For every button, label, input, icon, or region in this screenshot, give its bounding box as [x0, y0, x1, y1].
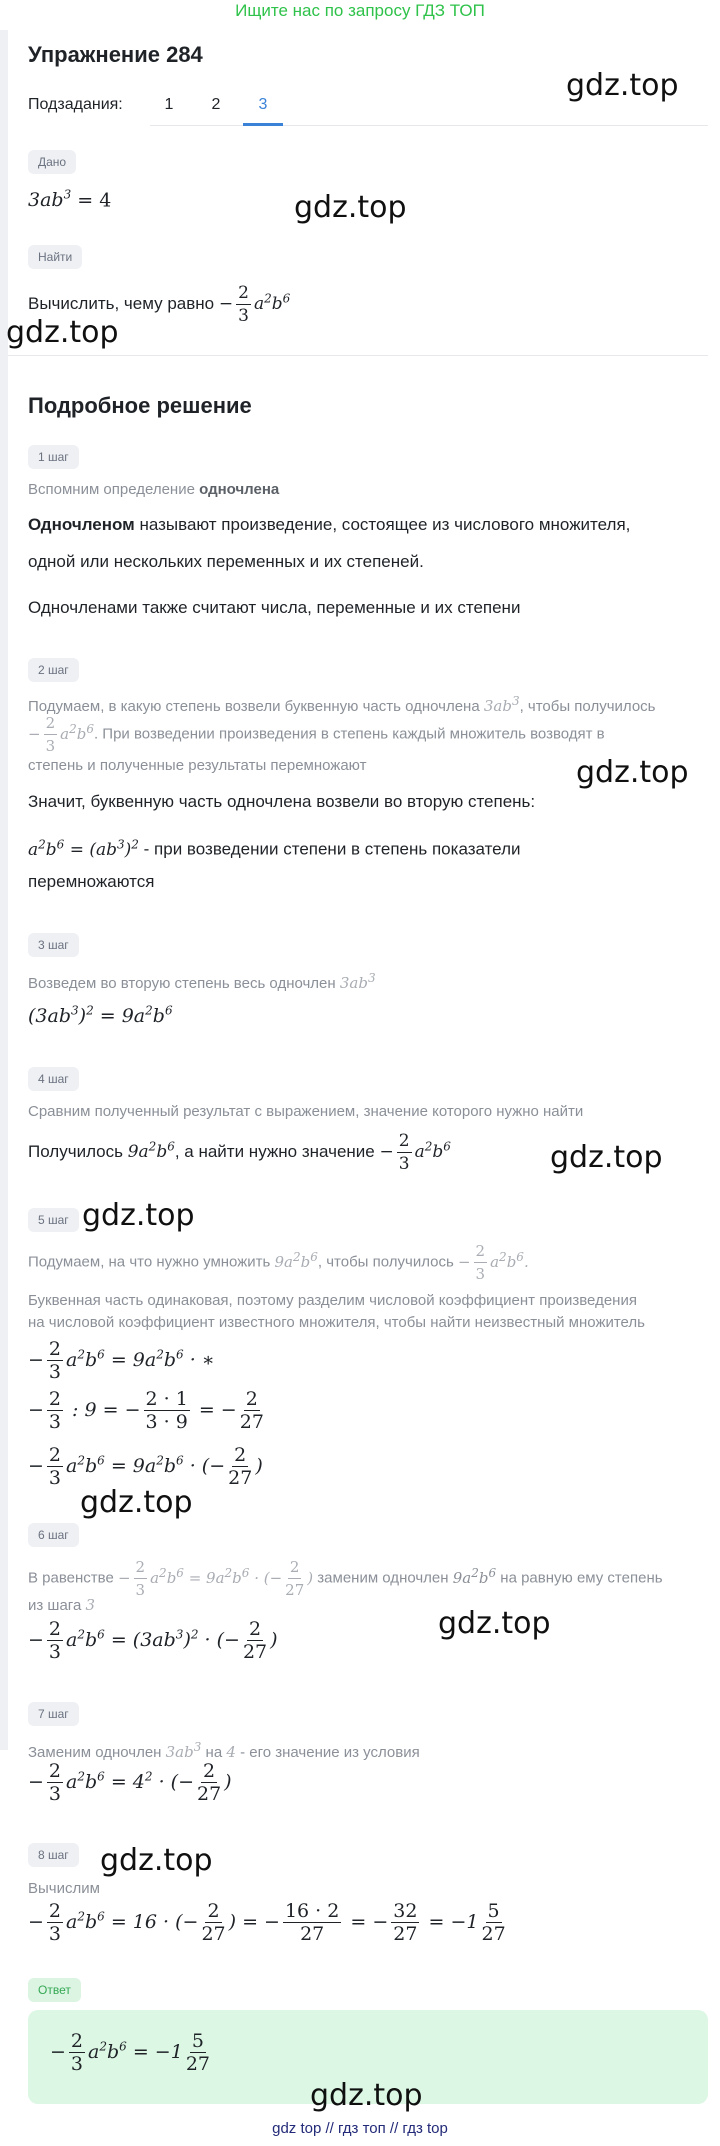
step-6-badge: 6 шаг	[28, 1523, 79, 1547]
step-2-hint-line3: степень и полученные результаты перемножают	[28, 757, 367, 774]
watermark: gdz.top	[80, 1485, 193, 1520]
step-6-hint-line1: В равенстве − $\frac{2}{3}$ $a^2b^6 = 9a^2b^6$ · (− $\frac{2}{27}$ ) заменим одночлен $9a^2b^6$ на равную ему степень	[28, 1558, 663, 1599]
step-5-formula-3: − $\frac{2}{3}$ $a^2b^6 = 9a^2b^6$ · (− $\frac{2}{27}$ )	[28, 1444, 263, 1489]
step-1-badge: 1 шаг	[28, 445, 79, 469]
search-banner: Ищите нас по запросу ГДЗ ТОП	[235, 1, 485, 20]
step-1-definition: Одночленом называют произведение, состоящее из числового множителя,	[28, 515, 631, 534]
tab-subtask-1[interactable]: 1	[164, 96, 174, 113]
find-text: Вычислить, чему равно − $\frac{2}{3}$ $a^2b^6$	[28, 283, 291, 326]
watermark: gdz.top	[6, 315, 119, 350]
step-7-hint: Заменим одночлен $3ab^3$ на 4 - его значение из условия	[28, 1740, 420, 1761]
watermark: gdz.top	[438, 1606, 551, 1641]
find-badge: Найти	[28, 245, 82, 269]
watermark: gdz.top	[310, 2078, 423, 2113]
step-1-note: Одночленами также считают числа, переменные и их степени	[28, 598, 521, 617]
watermark: gdz.top	[294, 190, 407, 225]
left-accent-bar	[0, 30, 8, 1750]
step-8-badge: 8 шаг	[28, 1843, 79, 1867]
step-4-text: Получилось $9a^2b^6$, а найти нужно значение − $\frac{2}{3}$ $a^2b^6$	[28, 1131, 451, 1174]
subtasks-label: Подзадания:	[28, 96, 123, 113]
step-4-hint: Сравним полученный результат с выражением, значение которого нужно найти	[28, 1103, 584, 1120]
watermark: gdz.top	[100, 1843, 213, 1878]
step-5-badge: 5 шаг	[28, 1208, 79, 1232]
tab-subtask-2[interactable]: 2	[211, 96, 221, 113]
step-4-badge: 4 шаг	[28, 1067, 79, 1091]
answer-formula: − $\frac{2}{3}$ $a^2b^6 = -1$ $\frac{5}{27}$	[50, 2030, 210, 2075]
step-2-hint-line2: − $\frac{2}{3}$ $a^2b^6$. При возведении произведения в степень каждый множитель возводят в	[28, 714, 605, 755]
step-1-hint: Вспомним определение одночлена	[28, 481, 280, 498]
watermark: gdz.top	[576, 755, 689, 790]
step-7-badge: 7 шаг	[28, 1702, 79, 1726]
step-7-formula: − $\frac{2}{3}$ $a^2b^6 = 4^2$ · (− $\frac{2}{27}$ )	[28, 1760, 232, 1805]
page-title: Упражнение 284	[28, 42, 203, 67]
step-5-hint-line1: Подумаем, на что нужно умножить $9a^2b^6$, чтобы получилось − $\frac{2}{3}$ $a^2b^6$.	[28, 1242, 529, 1283]
step-3-formula: $(3ab^3)^2 = 9a^2b^6$	[28, 1004, 173, 1028]
step-8-hint: Вычислим	[28, 1880, 100, 1897]
step-5-hint-line2: Буквенная часть одинаковая, поэтому разделим числовой коэффициент произведения	[28, 1292, 637, 1309]
step-2-text: Значит, буквенную часть одночлена возвели во вторую степень:	[28, 792, 536, 811]
step-8-formula: − $\frac{2}{3}$ $a^2b^6 = 16$ · (− $\frac{2}{27}$ ) = − $\frac{16 \cdot 2}{27}$ = − $\frac{32}{27}$ = −1 $\frac{5}{27}$	[28, 1900, 506, 1945]
watermark: gdz.top	[82, 1198, 195, 1233]
step-6-hint-line2: из шага 3	[28, 1596, 96, 1614]
step-2-badge: 2 шаг	[28, 658, 79, 682]
given-badge: Дано	[28, 150, 76, 174]
footer-links: gdz top // гдз топ // гдз top	[272, 2120, 448, 2137]
step-5-formula-1: − $\frac{2}{3}$ $a^2b^6 = 9a^2b^6$ · ∗	[28, 1338, 215, 1383]
step-2-formula: $a^2b^6 = (ab^3)^2$ - при возведении степени в степень показатели	[28, 837, 521, 860]
watermark: gdz.top	[550, 1140, 663, 1175]
watermark: gdz.top	[566, 68, 679, 103]
step-2-text-cont: перемножаются	[28, 872, 155, 891]
answer-badge: Ответ	[28, 1978, 81, 2002]
solution-title: Подробное решение	[28, 393, 252, 418]
tabs-divider	[150, 125, 708, 126]
given-expression: $3ab^3 = 4$	[28, 188, 112, 212]
step-3-hint: Возведем во вторую степень весь одночлен $3ab^3$	[28, 971, 376, 992]
tab-subtask-3[interactable]: 3	[258, 96, 268, 113]
step-5-formula-2: − $\frac{2}{3}$ : 9 = − $\frac{2 \cdot 1}{3 \cdot 9}$ = − $\frac{2}{27}$	[28, 1388, 264, 1433]
step-1-definition-cont: одной или нескольких переменных и их степеней.	[28, 552, 424, 571]
step-2-hint-line1: Подумаем, в какую степень возвели буквенную часть одночлена $3ab^3$, чтобы получилось	[28, 694, 656, 715]
step-3-badge: 3 шаг	[28, 933, 79, 957]
section-divider	[8, 355, 708, 356]
step-6-formula: − $\frac{2}{3}$ $a^2b^6 = (3ab^3)^2$ · (− $\frac{2}{27}$ )	[28, 1618, 278, 1663]
step-5-hint-line3: на числовой коэффициент известного множителя, чтобы найти неизвестный множитель	[28, 1314, 645, 1331]
active-tab-indicator	[243, 123, 283, 126]
